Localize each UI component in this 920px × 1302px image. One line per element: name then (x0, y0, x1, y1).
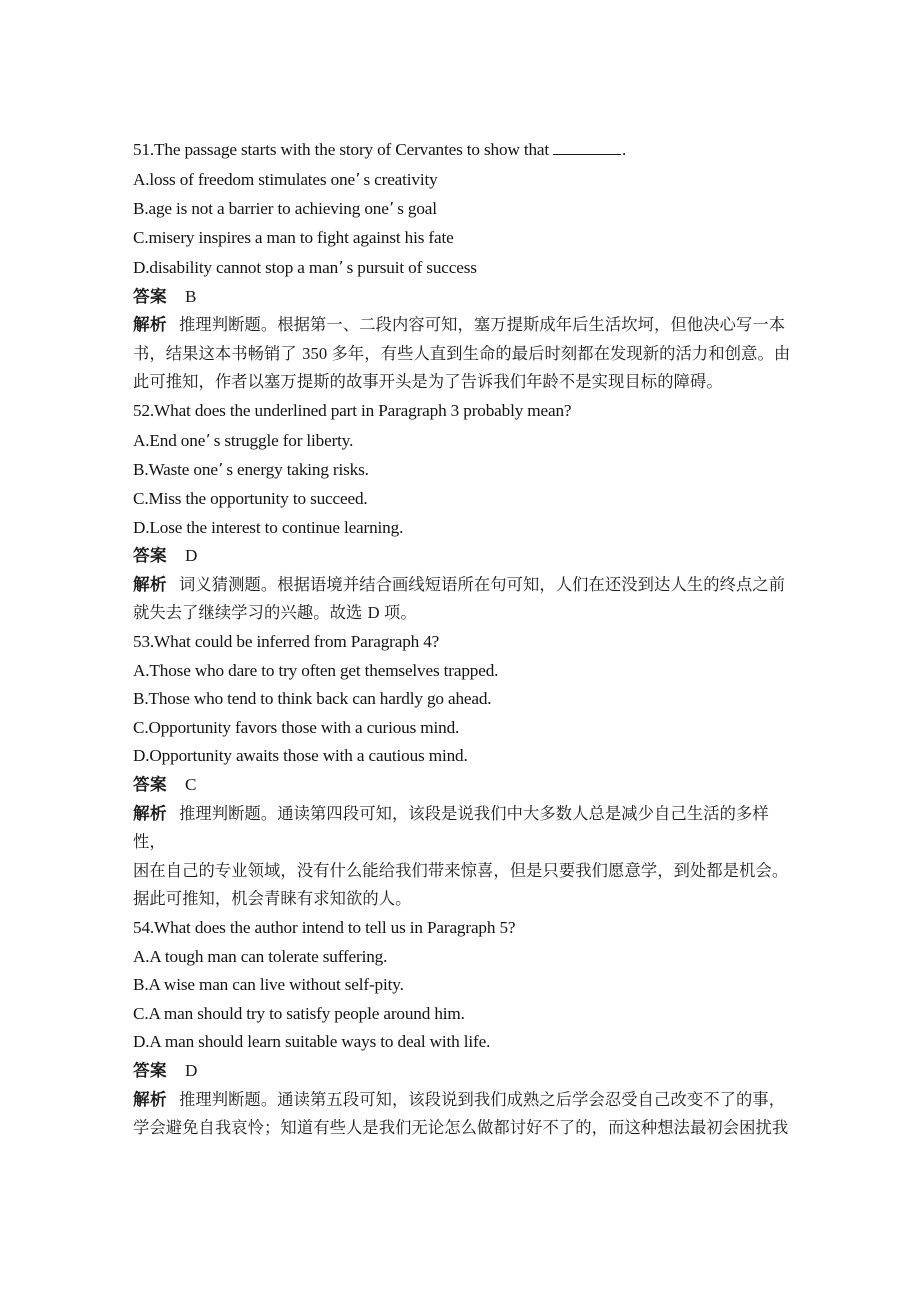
option-letter: C. (133, 489, 149, 509)
answer-value: C (185, 775, 197, 794)
analysis-tag: 解析 (133, 803, 167, 823)
answer-value: D (185, 1060, 198, 1080)
option-text-tail: s creativity (363, 169, 438, 189)
analysis-text: 据此可推知，机会青睐有求知欲的人。 (133, 889, 412, 909)
option-q52-C[interactable] (133, 485, 795, 514)
option-letter: D. (133, 1032, 150, 1052)
analysis-text: 推理判断题。通读第五段可知，该段说到我们成熟之后学会忍受自己改变不了的事， (179, 1089, 786, 1109)
question-stem-q54 (133, 914, 795, 943)
option-q53-B[interactable] (133, 685, 795, 714)
option-q53-C[interactable] (133, 714, 795, 743)
option-q52-D[interactable] (133, 514, 795, 543)
question-number: 51. (133, 140, 155, 159)
question-stem-text: What could be inferred from Paragraph 4? (154, 632, 440, 652)
option-text: A wise man can live without self-pity. (148, 975, 404, 995)
option-text: Opportunity favors those with a curious mind. (148, 717, 460, 737)
option-text-tail: s struggle for liberty. (213, 430, 354, 450)
analysis-text: 推理判断题。根据第一、二段内容可知，塞万提斯成年后生活坎坷，但他决心写一本 (179, 315, 786, 335)
option-letter: A. (133, 169, 150, 189)
option-text-tail: s goal (397, 199, 437, 219)
option-text: Opportunity awaits those with a cautious mind. (149, 746, 468, 766)
analysis-line-q53-0 (133, 800, 795, 857)
question-stem-text: What does the underlined part in Paragraph 3 probably mean? (154, 400, 572, 420)
option-q52-A[interactable] (133, 426, 795, 456)
answer-line-q53 (133, 771, 795, 800)
answer-value: D (185, 546, 198, 566)
answer-line-q54 (133, 1057, 795, 1086)
question-stem-q53 (133, 628, 795, 657)
option-letter: D. (133, 517, 150, 537)
option-text-tail: s pursuit of success (346, 257, 477, 277)
option-q54-B[interactable] (133, 971, 795, 1000)
option-text-tail: s energy taking risks. (226, 460, 369, 480)
analysis-text: 就失去了继续学习的兴趣。故选 D 项。 (133, 603, 417, 623)
option-letter: C. (133, 717, 149, 737)
inline-latin-run: 350 (302, 343, 332, 363)
question-number: 54. (133, 917, 155, 937)
option-text: Miss the opportunity to succeed. (148, 489, 368, 509)
answer-tag: 答案 (133, 546, 167, 566)
question-stem-text: The passage starts with the story of Cervantes to show that (154, 140, 550, 159)
apostrophe-glyph: ’ (218, 460, 224, 479)
analysis-text: 此可推知，作者以塞万提斯的故事开头是为了告诉我们年龄不是实现目标的障碍。 (133, 372, 723, 392)
apostrophe-glyph: ’ (355, 169, 361, 188)
option-text: A man should try to satisfy people around him. (148, 1003, 465, 1023)
option-q54-A[interactable] (133, 943, 795, 972)
option-text: A tough man can tolerate suffering. (149, 946, 388, 966)
option-letter: B. (133, 199, 149, 219)
analysis-text: 书，结果这本书畅销了 350 多年，有些人直到生命的最后时刻都在发现新的活力和创意。由 (133, 343, 791, 363)
analysis-line-q51-1 (133, 340, 795, 369)
option-letter: C. (133, 1003, 149, 1023)
answer-tag: 答案 (133, 1060, 167, 1080)
question-stem-q51 (133, 136, 795, 165)
option-letter: B. (133, 460, 149, 480)
analysis-text: 词义猜测题。根据语境并结合画线短语所在句可知，人们在还没到达人生的终点之前 (179, 574, 786, 594)
option-letter: D. (133, 746, 150, 766)
question-number: 53. (133, 632, 155, 652)
analysis-line-q53-2 (133, 885, 795, 914)
answer-blank-rule (553, 140, 621, 155)
inline-latin-run: D (367, 603, 384, 623)
apostrophe-glyph: ’ (205, 430, 211, 449)
option-letter: B. (133, 689, 149, 709)
answer-value: B (185, 286, 197, 306)
option-q51-A[interactable] (133, 165, 795, 195)
option-letter: C. (133, 228, 149, 248)
option-q54-D[interactable] (133, 1028, 795, 1057)
option-letter: A. (133, 430, 150, 450)
option-text: A man should learn suitable ways to deal with life. (149, 1032, 491, 1052)
question-list (133, 136, 795, 1143)
option-q51-C[interactable] (133, 224, 795, 253)
question-block-q54 (133, 914, 795, 1143)
apostrophe-glyph: ’ (389, 199, 394, 218)
analysis-line-q53-1 (133, 857, 795, 886)
analysis-line-q54-0 (133, 1086, 795, 1115)
analysis-line-q52-0 (133, 571, 795, 600)
question-block-q52 (133, 397, 795, 628)
answer-line-q51 (133, 283, 795, 312)
question-stem-q52 (133, 397, 795, 426)
option-text: Lose the interest to continue learning. (149, 517, 404, 537)
analysis-line-q52-1 (133, 599, 795, 628)
apostrophe-glyph: ’ (338, 257, 344, 276)
analysis-text: 学会避免自我哀怜；知道有些人是我们无论怎么做都讨好不了的，而这种想法最初会困扰我 (133, 1118, 789, 1138)
option-text: Waste one (148, 460, 218, 480)
option-text: Those who dare to try often get themselves trapped. (149, 660, 499, 680)
question-block-q53 (133, 628, 795, 914)
option-letter: A. (133, 660, 150, 680)
analysis-line-q51-0 (133, 311, 795, 340)
question-stem-tail: . (622, 140, 627, 159)
question-block-q51 (133, 136, 795, 397)
analysis-line-q54-1 (133, 1114, 795, 1143)
analysis-text: 推理判断题。通读第四段可知，该段是说我们中大多数人总是减少自己生活的多样性， (133, 803, 769, 852)
option-q54-C[interactable] (133, 1000, 795, 1029)
answer-tag: 答案 (133, 775, 167, 794)
option-text: age is not a barrier to achieving one (148, 199, 389, 219)
option-letter: B. (133, 975, 149, 995)
option-q51-B[interactable] (133, 194, 795, 224)
option-q51-D[interactable] (133, 253, 795, 283)
analysis-tag: 解析 (133, 574, 167, 594)
analysis-line-q51-2 (133, 368, 795, 397)
answer-tag: 答案 (133, 286, 167, 306)
option-q53-A[interactable] (133, 657, 795, 686)
option-text: Those who tend to think back can hardly go ahead. (148, 689, 492, 709)
analysis-tag: 解析 (133, 1089, 167, 1109)
analysis-text: 困在自己的专业领域，没有什么能给我们带来惊喜，但是只要我们愿意学，到处都是机会。 (133, 860, 789, 880)
option-letter: D. (133, 257, 150, 277)
option-q53-D[interactable] (133, 742, 795, 771)
answer-line-q52 (133, 542, 795, 571)
option-text: loss of freedom stimulates one (149, 169, 355, 189)
analysis-tag: 解析 (133, 315, 167, 335)
option-q52-B[interactable] (133, 455, 795, 485)
option-letter: A. (133, 946, 150, 966)
option-text: disability cannot stop a man (149, 257, 339, 277)
option-text: misery inspires a man to fight against his fate (148, 228, 454, 248)
question-number: 52. (133, 400, 155, 420)
question-stem-text: What does the author intend to tell us in Paragraph 5? (154, 917, 516, 937)
option-text: End one (149, 430, 206, 450)
